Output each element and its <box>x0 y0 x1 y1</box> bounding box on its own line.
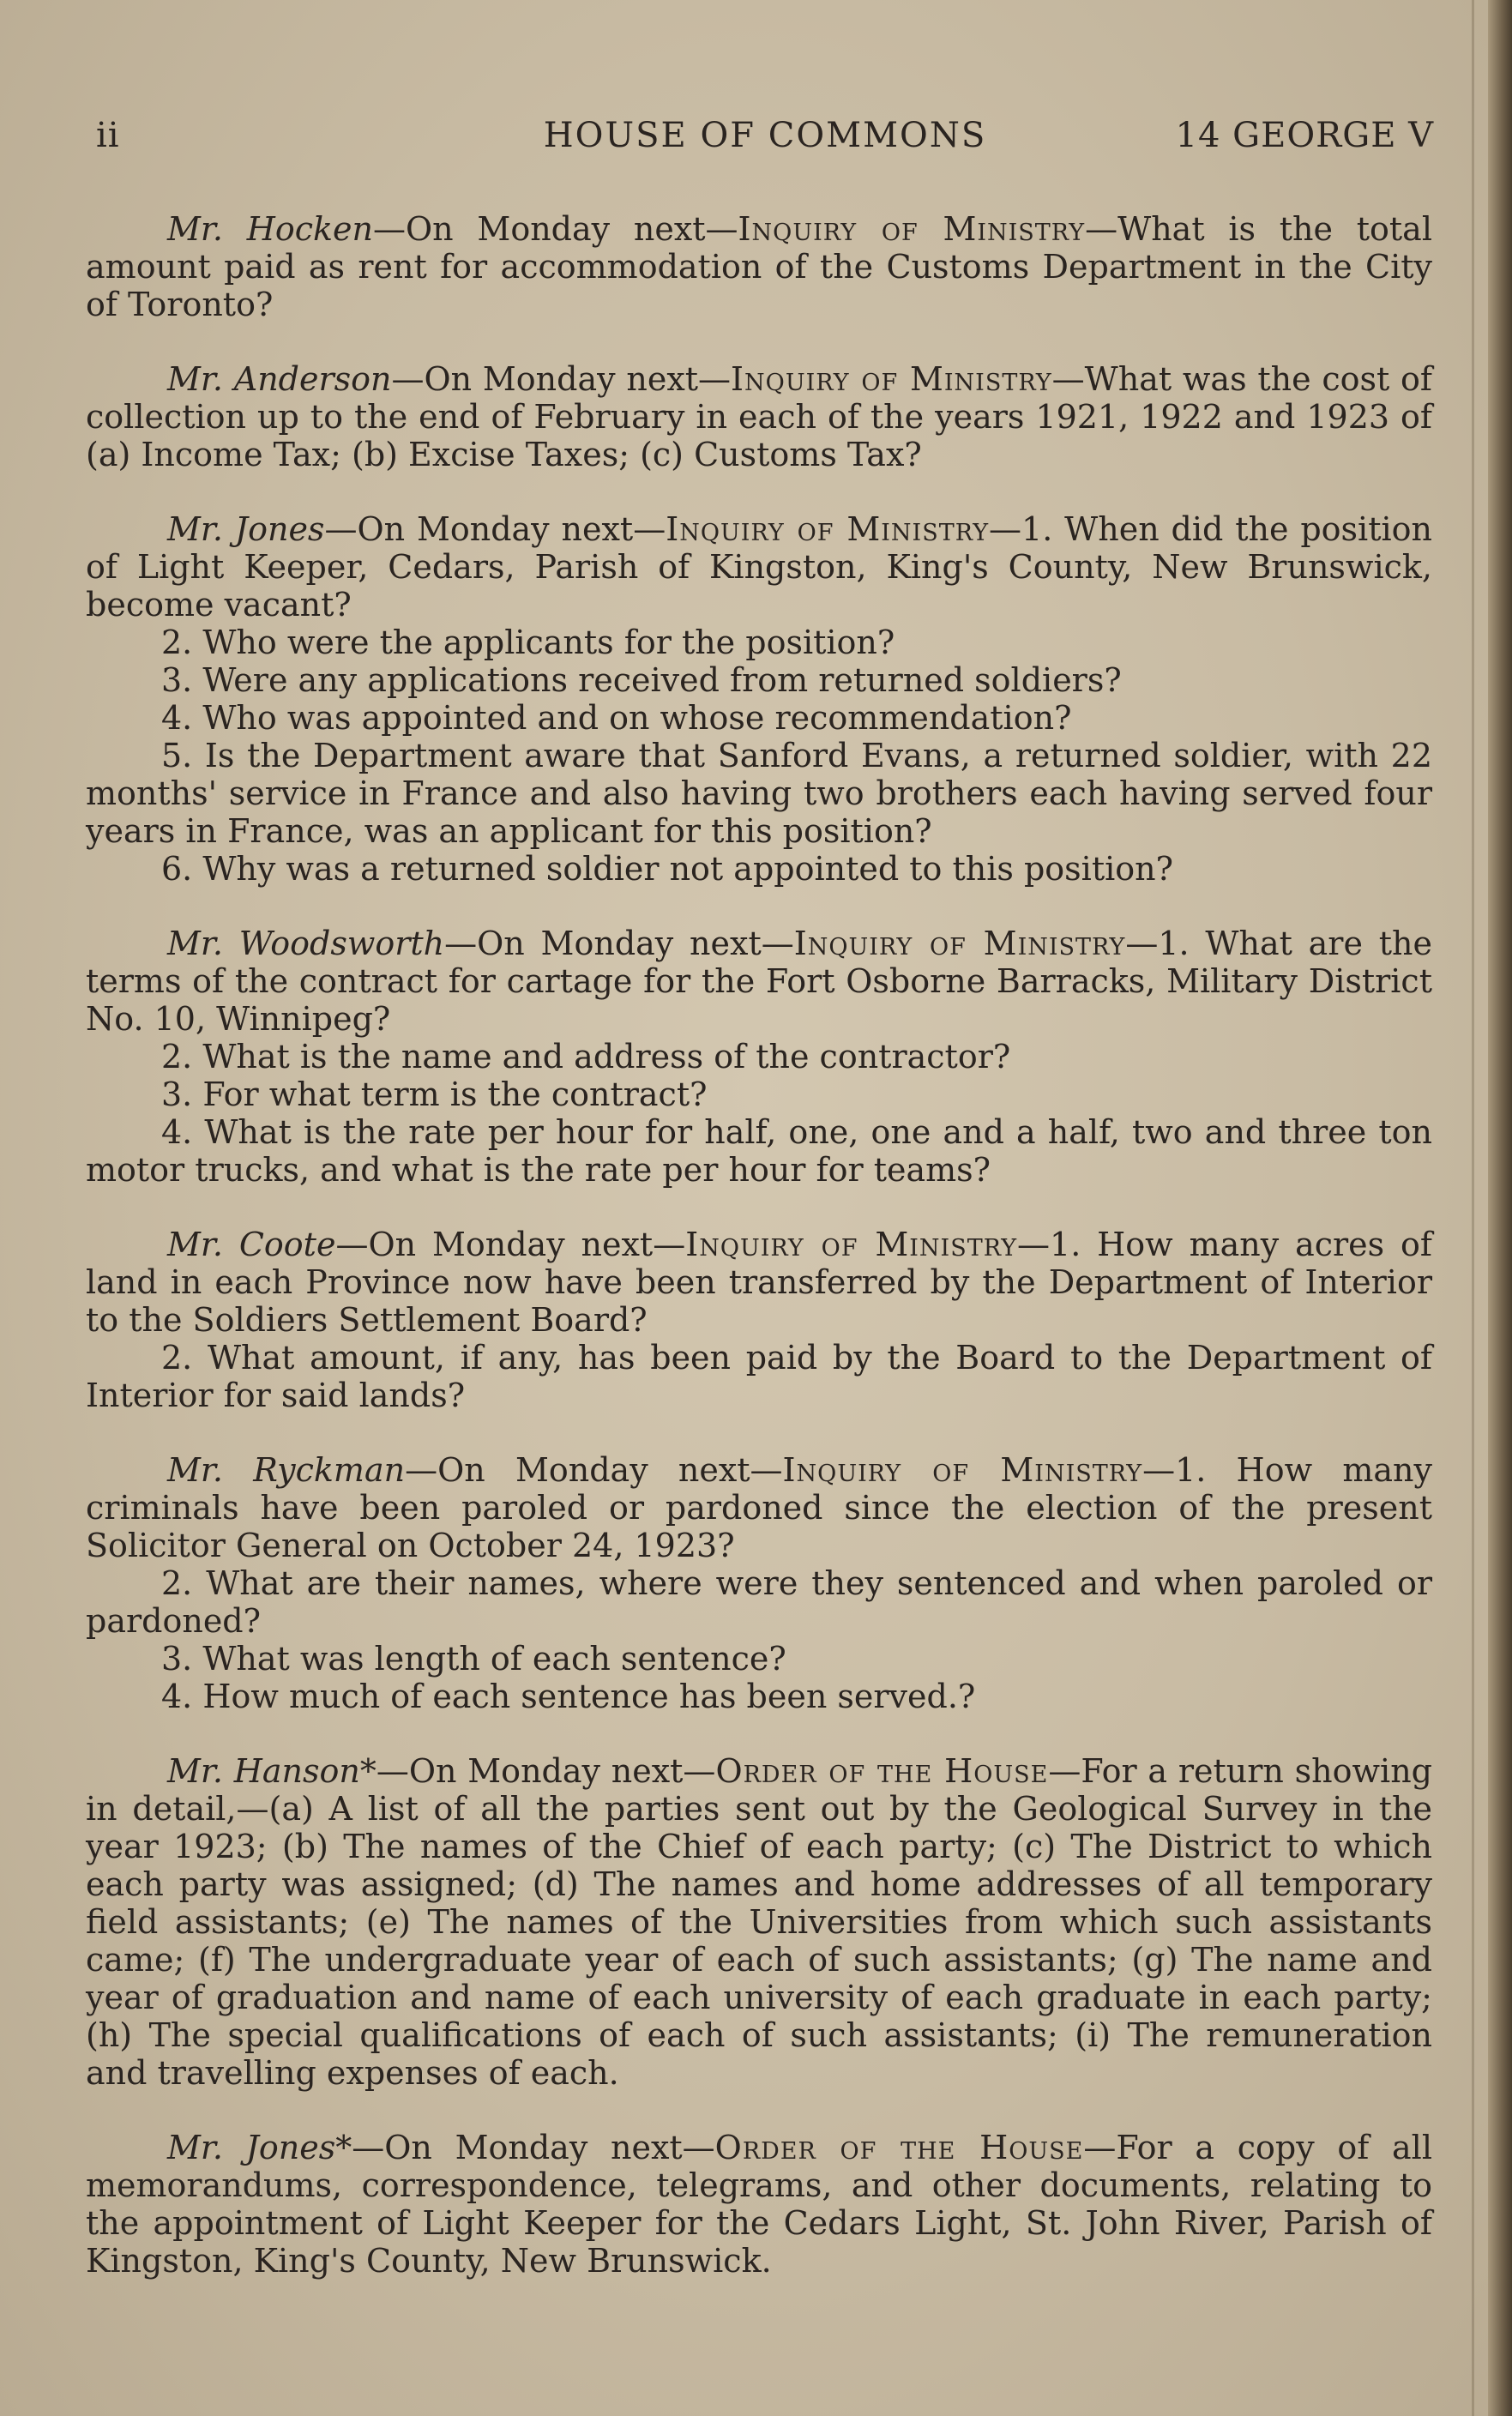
notice-lead: —On Monday next— <box>444 925 794 962</box>
notice-entry <box>86 360 1432 473</box>
notice-text: —What was the cost of collection up to the end of February in each of the years 1921, 1922 and 1923 of (a) Income Tax; (b) Excise Taxes; (c) Customs Tax? <box>86 360 1432 473</box>
notice-paragraph <box>86 210 1432 323</box>
notice-text: —What is the total amount paid as rent for accommodation of the Customs Department in the City of Toronto? <box>86 210 1432 323</box>
notice-paragraph <box>86 1451 1432 1564</box>
notice-text: —1. How many criminals have been paroled or pardoned since the election of the present Solicitor General on October 24, 1923? <box>86 1451 1432 1564</box>
notice-paragraph <box>86 925 1432 1038</box>
member-name: Mr. Woodsworth <box>167 925 445 962</box>
notice-text: —For a copy of all memorandums, correspondence, telegrams, and other documents, relating to the appointment of Light Keeper for the Cedars Light, St. John River, Parish of Kingston, King's County, New Brunswick. <box>86 2129 1432 2280</box>
notice-entry <box>86 1752 1432 2092</box>
notice-type: Inquiry of Ministry <box>793 925 1126 962</box>
notice-paragraph <box>86 360 1432 473</box>
question-item: 2. Who were the applicants for the position? <box>161 624 895 661</box>
question-item: 3. What was length of each sentence? <box>161 1640 786 1678</box>
notice-text: —1. What are the terms of the contract for cartage for the Fort Osborne Barracks, Military District No. 10, Winnipeg? <box>86 925 1432 1038</box>
question-item: 6. Why was a returned soldier not appointed to this position? <box>161 850 1173 888</box>
question-item: 3. For what term is the contract? <box>161 1075 708 1113</box>
notice-lead: —On Monday next— <box>352 2129 715 2166</box>
notice-type: Inquiry of Ministry <box>782 1451 1143 1489</box>
notice-text: —1. How many acres of land in each Province now have been transferred by the Department of Interior to the Soldiers Settlement Board? <box>86 1226 1432 1339</box>
question-item: 2. What is the name and address of the contractor? <box>161 1038 1011 1075</box>
member-name: Mr. Hanson* <box>167 1752 376 1790</box>
page-number: ii <box>96 116 120 155</box>
member-name: Mr. Coote <box>167 1226 336 1263</box>
notice-type: Inquiry of Ministry <box>738 210 1086 248</box>
notice-type: Inquiry of Ministry <box>685 1226 1018 1263</box>
notice-paragraph <box>86 510 1432 624</box>
notice-lead: —On Monday next— <box>405 1451 783 1489</box>
running-title: HOUSE OF COMMONS <box>543 116 987 155</box>
notice-list <box>86 210 1432 2317</box>
question-item: 4. Who was appointed and on whose recommendation? <box>161 699 1072 737</box>
page-edge <box>1488 0 1512 2416</box>
question-item: 5. Is the Department aware that Sanford Evans, a returned soldier, with 22 months' service in France and also having two brothers each having served four years in France, was an applicant for this position? <box>86 737 1432 850</box>
notice-entry <box>86 925 1432 1189</box>
question-item: 2. What are their names, where were they sentenced and when paroled or pardoned? <box>86 1564 1432 1640</box>
page-header <box>96 116 1434 167</box>
notice-entry <box>86 1226 1432 1414</box>
member-name: Mr. Ryckman <box>167 1451 406 1489</box>
member-name: Mr. Jones <box>167 510 325 548</box>
regnal-year: 14 GEORGE V <box>1175 116 1434 155</box>
notice-entry <box>86 1451 1432 1715</box>
notice-lead: —On Monday next— <box>324 510 666 548</box>
page-fold-shadow <box>1472 0 1474 2416</box>
notice-paragraph <box>86 1226 1432 1339</box>
notice-text: —For a return showing in detail,—(a) A list of all the parties sent out by the Geological Survey in the year 1923; (b) The names of the Chief of each party; (c) The District to which each party was assigned; (d) The names and home addresses of all temporary field assistants; (e) The names of the Universities from which such assistants came; (f) The undergraduate year of each of such assistants; (g) The name and year of graduation and name of each university of each graduate in each party; (h) The special qualifications of each of such assistants; (i) The remuneration and travelling expenses of each. <box>86 1752 1432 2092</box>
member-name: Mr. Jones* <box>167 2129 352 2166</box>
notice-lead: —On Monday next— <box>376 1752 716 1790</box>
question-item: 4. What is the rate per hour for half, one, one and a half, two and three ton motor trucks, and what is the rate per hour for teams? <box>86 1113 1432 1189</box>
notice-entry <box>86 510 1432 888</box>
question-item: 3. Were any applications received from returned soldiers? <box>161 661 1122 699</box>
member-name: Mr. Hocken <box>167 210 374 248</box>
notice-lead: —On Monday next— <box>373 210 738 248</box>
notice-type: Inquiry of Ministry <box>731 360 1052 398</box>
notice-entry <box>86 2129 1432 2280</box>
notice-text: —1. When did the position of Light Keeper, Cedars, Parish of Kingston, King's County, New Brunswick, become vacant? <box>86 510 1432 624</box>
notice-type: Inquiry of Ministry <box>666 510 990 548</box>
notice-type: Order of the House <box>714 2129 1084 2166</box>
notice-paragraph <box>86 2129 1432 2280</box>
question-item: 2. What amount, if any, has been paid by the Board to the Department of Interior for said lands? <box>86 1339 1432 1414</box>
member-name: Mr. Anderson <box>167 360 392 398</box>
notice-lead: —On Monday next— <box>335 1226 686 1263</box>
notice-entry <box>86 210 1432 323</box>
notice-lead: —On Monday next— <box>391 360 732 398</box>
notice-paragraph <box>86 1752 1432 2092</box>
question-item: 4. How much of each sentence has been served.? <box>161 1678 976 1715</box>
notice-type: Order of the House <box>715 1752 1049 1790</box>
